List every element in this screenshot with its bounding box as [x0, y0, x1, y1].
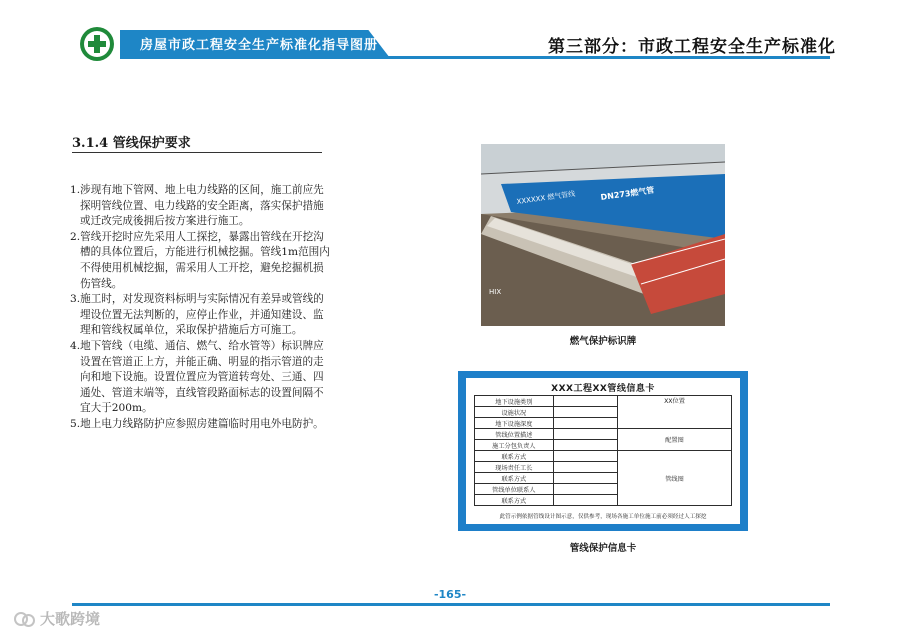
requirement-item: 4.地下管线（电缆、通信、燃气、给水管等）标识牌应设置在管道正上方，并能正确、明显的指示管道的走向和地下设施。设置位置应为管道转弯处、三通、四通处、管道末端等，直线管段路面标志的设置间隔不宜大于200m。: [70, 339, 324, 415]
row-label: 管线单位联系人: [475, 484, 554, 495]
side-label: 管线图: [617, 451, 731, 506]
photo-caption: 燃气保护标识牌: [569, 336, 637, 347]
row-label: 设施状况: [475, 407, 554, 418]
photo-stamp: HIX: [489, 288, 502, 296]
subsection-title: 3.1.4 管线保护要求: [72, 136, 191, 151]
sign-text: DN273燃气管: [600, 185, 655, 202]
safety-cross-icon: [88, 35, 106, 53]
page-number: -165-: [433, 588, 467, 601]
row-value: [553, 407, 617, 418]
info-card-caption: 管线保护信息卡: [569, 543, 637, 554]
subsection-rule: [72, 152, 322, 153]
side-label: XX位置: [617, 396, 731, 429]
info-card-table: [474, 395, 732, 506]
row-value: [553, 484, 617, 495]
requirement-item: 3.施工时，对发现资料标明与实际情况有差异或管线的埋设位置无法判断的，应停止作业，并通知建设、监理和管线权属单位，采取保护措施后方可施工。: [70, 293, 324, 337]
row-label: 地下设施类别: [475, 396, 554, 407]
watermark: [14, 608, 100, 629]
section-title: 第三部分：市政工程安全生产标准化: [548, 37, 836, 57]
row-label: 施工分包负责人: [475, 440, 554, 451]
row-label: 地下设施深度: [475, 418, 554, 429]
requirement-item: 1.涉现有地下管网、地上电力线路的区间，施工前应先探明管线位置、电力线路的安全距离，落实保护措施或迁改完成後拥后按方案进行施工。: [70, 184, 324, 228]
row-label: 联系方式: [475, 473, 554, 484]
footer-rule: [72, 603, 830, 606]
row-value: [553, 418, 617, 429]
watermark-logo-icon: [14, 610, 36, 628]
watermark-text: 大歌跨境: [40, 610, 101, 628]
row-value: [553, 429, 617, 440]
row-value: [553, 473, 617, 484]
agency-logo: [80, 27, 114, 61]
side-label: 配置图: [617, 429, 731, 451]
table-row: [475, 396, 732, 407]
svg-text:XXXXXX 燃气管线: XXXXXX 燃气管线: [516, 189, 576, 206]
requirement-item: 5.地上电力线路防护应参照房建篇临时用电外电防护。: [70, 417, 324, 430]
requirements-list: [70, 183, 332, 433]
row-value: [553, 451, 617, 462]
row-label: 联系方式: [475, 495, 554, 506]
row-label: 现场责任工长: [475, 462, 554, 473]
row-label: 管线位置描述: [475, 429, 554, 440]
row-value: [553, 396, 617, 407]
row-value: [553, 462, 617, 473]
info-card-note: 此管示例依据管线设计图示意，仅供参考，现场各施工单位施工前必须经过人工探挖: [499, 514, 707, 520]
table-row: [475, 451, 732, 462]
row-label: 联系方式: [475, 451, 554, 462]
requirement-item: 2.管线开挖时应先采用人工探挖，暴露出管线在开挖沟槽的具体位置后，方能进行机械挖掘。管线1m范围内不得使用机械挖掘，需采用人工开挖，避免挖掘机损伤管线。: [70, 230, 330, 290]
photo-illustration: [481, 144, 725, 326]
info-card-title: XXX工程XX管线信息卡: [551, 384, 655, 394]
manual-title: 房屋市政工程安全生产标准化指导图册: [140, 38, 379, 53]
row-value: [553, 495, 617, 506]
table-row: [475, 429, 732, 440]
gas-pipe-sign-photo: [481, 144, 725, 326]
row-value: [553, 440, 617, 451]
